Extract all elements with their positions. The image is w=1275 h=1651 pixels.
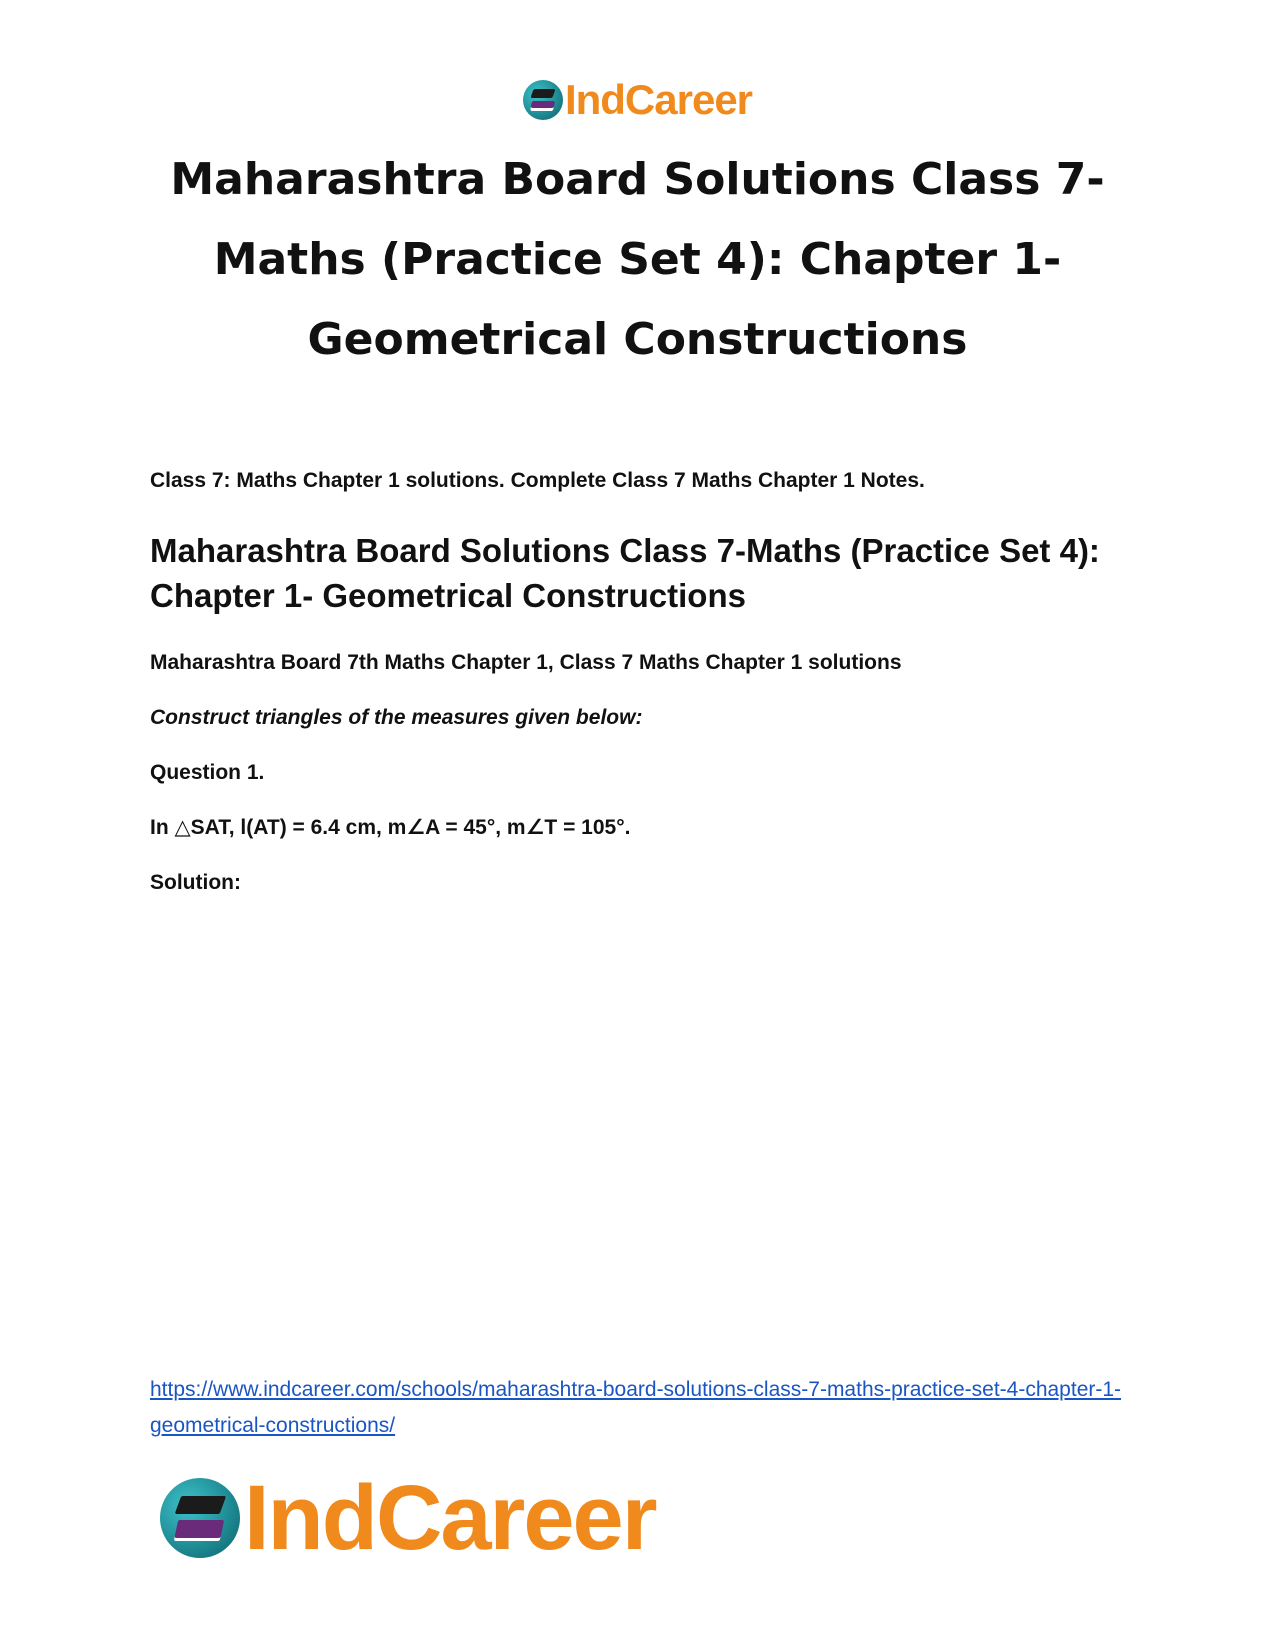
header-logo — [0, 78, 1275, 122]
source-url-link[interactable]: https://www.indcareer.com/schools/maharashtra-board-solutions-class-7-maths-practice-set-4-chapter-1-geometrical-constructions/ — [150, 1378, 1122, 1437]
instruction-text: Construct triangles of the measures given below: — [150, 706, 643, 729]
intro-text: Class 7: Maths Chapter 1 solutions. Complete Class 7 Maths Chapter 1 Notes. — [150, 469, 925, 492]
section-heading: Maharashtra Board Solutions Class 7-Maths (Practice Set 4): Chapter 1- Geometrical Constructions — [150, 532, 1100, 614]
graduation-cap-book-icon — [523, 80, 563, 120]
header-logo-text: IndCareer — [564, 76, 753, 123]
question-label: Question 1. — [150, 761, 265, 784]
question-text: In △SAT, l(AT) = 6.4 cm, m∠A = 45°, m∠T = 105°. — [150, 816, 631, 839]
chapter-description: Maharashtra Board 7th Maths Chapter 1, Class 7 Maths Chapter 1 solutions — [150, 651, 902, 674]
footer-logo-text: IndCareer — [244, 1467, 656, 1569]
page-title: Maharashtra Board Solutions Class 7-Maths (Practice Set 4): Chapter 1- Geometrical Constructions — [170, 154, 1105, 365]
graduation-cap-book-icon — [160, 1478, 240, 1558]
solution-label: Solution: — [150, 871, 241, 894]
footer-logo — [160, 1467, 656, 1569]
